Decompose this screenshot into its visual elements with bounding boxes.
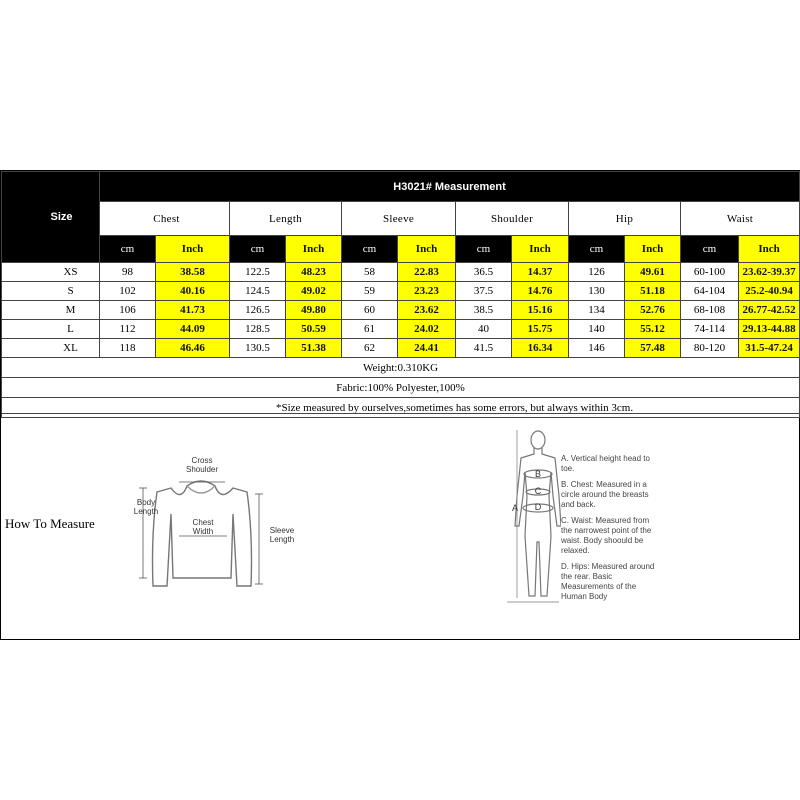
- shoulder-inch-cell: 15.16: [512, 301, 569, 320]
- hip-cm-cell: 126: [569, 263, 625, 282]
- hip-cm-cell: 146: [569, 339, 625, 358]
- marker-d: D: [534, 502, 542, 512]
- waist-cm-cell: 74-114: [681, 320, 739, 339]
- waist-cm-cell: 80-120: [681, 339, 739, 358]
- waist-inch-cell: 29.13-44.88: [739, 320, 800, 339]
- unit-inch: Inch: [156, 236, 230, 263]
- size-cell: S: [2, 282, 100, 301]
- shoulder-cm-cell: 36.5: [456, 263, 512, 282]
- chest-inch-cell: 44.09: [156, 320, 230, 339]
- sleeve-inch-cell: 22.83: [398, 263, 456, 282]
- table-row: [2, 339, 800, 358]
- waist-inch-cell: 23.62-39.37: [739, 263, 800, 282]
- how-to-measure-label: How To Measure: [5, 516, 95, 531]
- hip-cm-cell: 134: [569, 301, 625, 320]
- unit-cm: cm: [342, 236, 398, 263]
- sleeve-cm-cell: 62: [342, 339, 398, 358]
- hip-inch-cell: 51.18: [625, 282, 681, 301]
- group-hip: Hip: [569, 202, 681, 236]
- waist-cm-cell: 64-104: [681, 282, 739, 301]
- measurement-table: [1, 171, 800, 418]
- unit-cm: cm: [569, 236, 625, 263]
- marker-b: B: [534, 469, 541, 479]
- size-cell: XL: [2, 339, 100, 358]
- shoulder-cm-cell: 38.5: [456, 301, 512, 320]
- sleeve-cm-cell: 61: [342, 320, 398, 339]
- unit-cm: cm: [100, 236, 156, 263]
- unit-inch: Inch: [512, 236, 569, 263]
- human-body-icon: [515, 431, 561, 596]
- fabric-info: Fabric:100% Polyester,100%: [2, 378, 800, 398]
- size-cell: L: [2, 320, 100, 339]
- sleeve-cm-cell: 59: [342, 282, 398, 301]
- table-row: [2, 263, 800, 282]
- chest-width-label: Chest Width: [192, 518, 214, 536]
- group-shoulder: Shoulder: [456, 202, 569, 236]
- length-cm-cell: 122.5: [230, 263, 286, 282]
- table-row: [2, 282, 800, 301]
- sleeve-inch-cell: 23.62: [398, 301, 456, 320]
- length-cm-cell: 124.5: [230, 282, 286, 301]
- waist-inch-cell: 31.5-47.24: [739, 339, 800, 358]
- chest-cm-cell: 118: [100, 339, 156, 358]
- length-inch-cell: 50.59: [286, 320, 342, 339]
- unit-inch: Inch: [286, 236, 342, 263]
- size-cell: M: [2, 301, 100, 320]
- marker-c: C: [534, 486, 542, 496]
- chest-cm-cell: 102: [100, 282, 156, 301]
- sleeve-inch-cell: 23.23: [398, 282, 456, 301]
- hip-inch-cell: 57.48: [625, 339, 681, 358]
- chest-inch-cell: 40.16: [156, 282, 230, 301]
- hip-inch-cell: 52.76: [625, 301, 681, 320]
- length-inch-cell: 49.02: [286, 282, 342, 301]
- table-row: [2, 301, 800, 320]
- sleeve-inch-cell: 24.41: [398, 339, 456, 358]
- body-length-label: Body Length: [133, 498, 159, 516]
- unit-inch: Inch: [739, 236, 800, 263]
- instruction-c: C. Waist: Measured from the narrowest point of the waist. Body shoould be relaxed.: [561, 516, 652, 555]
- instruction-b: B. Chest: Measured in a circle around the breasts and back.: [561, 480, 649, 509]
- chest-cm-cell: 112: [100, 320, 156, 339]
- chest-cm-cell: 98: [100, 263, 156, 282]
- hip-cm-cell: 130: [569, 282, 625, 301]
- hip-inch-cell: 55.12: [625, 320, 681, 339]
- shoulder-cm-cell: 41.5: [456, 339, 512, 358]
- unit-cm: cm: [456, 236, 512, 263]
- group-chest: Chest: [100, 202, 230, 236]
- chest-inch-cell: 41.73: [156, 301, 230, 320]
- hip-inch-cell: 49.61: [625, 263, 681, 282]
- instruction-a: A. Vertical height head to toe.: [561, 454, 650, 473]
- sleeve-length-label: Sleeve Length: [269, 526, 295, 544]
- shoulder-inch-cell: 16.34: [512, 339, 569, 358]
- unit-inch: Inch: [625, 236, 681, 263]
- unit-cm: cm: [681, 236, 739, 263]
- measurement-chart: [0, 170, 800, 640]
- size-header: Size: [2, 172, 100, 263]
- unit-row: [2, 236, 800, 263]
- length-inch-cell: 51.38: [286, 339, 342, 358]
- waist-inch-cell: 26.77-42.52: [739, 301, 800, 320]
- table-body: [2, 263, 800, 358]
- shoulder-cm-cell: 40: [456, 320, 512, 339]
- shoulder-inch-cell: 14.76: [512, 282, 569, 301]
- group-sleeve: Sleeve: [342, 202, 456, 236]
- measurement-instructions: [561, 454, 661, 608]
- how-to-measure-section: [1, 413, 799, 639]
- weight-info: Weight:0.310KG: [2, 358, 800, 378]
- chest-cm-cell: 106: [100, 301, 156, 320]
- unit-cm: cm: [230, 236, 286, 263]
- body-diagram: [501, 426, 561, 608]
- marker-a: A: [511, 503, 518, 513]
- size-note: *Size measured by ourselves,sometimes has some errors, but always within 3cm.: [2, 398, 800, 418]
- unit-inch: Inch: [398, 236, 456, 263]
- length-inch-cell: 49.80: [286, 301, 342, 320]
- shoulder-inch-cell: 14.37: [512, 263, 569, 282]
- length-inch-cell: 48.23: [286, 263, 342, 282]
- length-cm-cell: 128.5: [230, 320, 286, 339]
- waist-inch-cell: 25.2-40.94: [739, 282, 800, 301]
- waist-cm-cell: 60-100: [681, 263, 739, 282]
- size-cell: XS: [2, 263, 100, 282]
- length-cm-cell: 126.5: [230, 301, 286, 320]
- chest-inch-cell: 38.58: [156, 263, 230, 282]
- sleeve-cm-cell: 58: [342, 263, 398, 282]
- shoulder-inch-cell: 15.75: [512, 320, 569, 339]
- sleeve-inch-cell: 24.02: [398, 320, 456, 339]
- waist-cm-cell: 68-108: [681, 301, 739, 320]
- instruction-d: D. Hips: Measured around the rear. Basic Measurements of the Human Body: [561, 562, 655, 601]
- group-waist: Waist: [681, 202, 800, 236]
- table-row: [2, 320, 800, 339]
- length-cm-cell: 130.5: [230, 339, 286, 358]
- cross-shoulder-label: Cross Shoulder: [185, 456, 219, 474]
- group-length: Length: [230, 202, 342, 236]
- table-title: H3021# Measurement: [100, 172, 800, 202]
- chest-inch-cell: 46.46: [156, 339, 230, 358]
- shoulder-cm-cell: 37.5: [456, 282, 512, 301]
- sleeve-cm-cell: 60: [342, 301, 398, 320]
- hip-cm-cell: 140: [569, 320, 625, 339]
